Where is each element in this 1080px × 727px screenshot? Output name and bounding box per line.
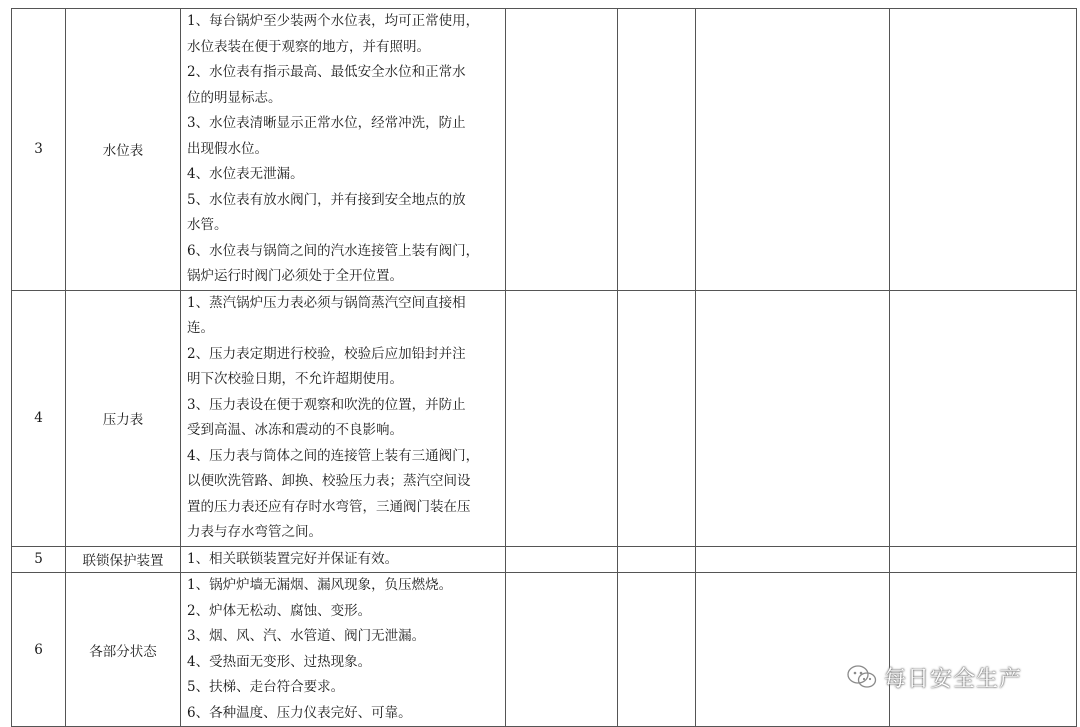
inspection-item: 水位表 (66, 9, 181, 291)
requirement-line: 出现假水位。 (187, 140, 268, 157)
wechat-icon (846, 664, 878, 690)
empty-cell (696, 546, 890, 573)
empty-cell (696, 573, 890, 727)
inspection-item: 各部分状态 (66, 573, 181, 727)
requirement-line: 4、水位表无泄漏。 (187, 166, 304, 182)
inspection-item: 压力表 (66, 290, 181, 546)
requirement-line: 力表与存水弯管之间。 (187, 524, 322, 540)
requirement-line: 1、相关联锁装置完好并保证有效。 (187, 550, 399, 567)
empty-cell (618, 290, 696, 546)
empty-cell (696, 290, 890, 546)
empty-cell (506, 290, 618, 546)
requirement-line: 2、水位表有指示最高、最低安全水位和正常水 (187, 64, 466, 80)
table-row (12, 9, 1077, 291)
requirement-line: 水管。 (187, 217, 228, 233)
table-row (12, 290, 1077, 546)
requirement-line: 2、压力表定期进行校验，校验后应加铅封并注 (187, 345, 466, 362)
requirement-line: 4、受热面无变形、过热现象。 (187, 653, 372, 670)
requirements-cell (181, 290, 506, 546)
requirement-line: 5、扶梯、走台符合要求。 (187, 679, 345, 695)
table-row (12, 573, 1077, 727)
requirement-line: 以便吹洗管路、卸换、校验压力表；蒸汽空间设 (187, 473, 471, 489)
row-number: 5 (12, 546, 66, 573)
requirement-line: 2、炉体无松动、腐蚀、变形。 (187, 602, 372, 619)
requirement-line: 3、压力表设在便于观察和吹洗的位置，并防止 (187, 396, 466, 413)
requirement-line: 6、水位表与锅筒之间的汽水连接管上装有阀门， (187, 242, 480, 259)
empty-cell (890, 546, 1077, 573)
row-number: 6 (12, 573, 66, 727)
empty-cell (696, 9, 890, 291)
empty-cell (890, 9, 1077, 291)
empty-cell (890, 290, 1077, 546)
requirement-line: 5、水位表有放水阀门，并有接到安全地点的放 (187, 191, 466, 208)
requirements-cell (181, 546, 506, 573)
empty-cell (890, 573, 1077, 727)
requirements-cell (181, 9, 506, 291)
requirement-line: 1、蒸汽锅炉压力表必须与锅筒蒸汽空间直接相 (187, 294, 466, 311)
empty-cell (506, 9, 618, 291)
requirement-line: 连。 (187, 320, 214, 336)
requirement-line: 受到高温、冰冻和震动的不良影响。 (187, 422, 403, 438)
requirement-line: 明下次校验日期，不允许超期使用。 (187, 371, 403, 387)
inspection-item: 联锁保护装置 (66, 546, 181, 573)
requirement-line: 1、每台锅炉至少装两个水位表，均可正常使用， (187, 13, 480, 29)
empty-cell (618, 9, 696, 291)
requirement-line: 水位表装在便于观察的地方，并有照明。 (187, 38, 430, 55)
row-number: 4 (12, 290, 66, 546)
requirement-line: 位的明显标志。 (187, 89, 282, 106)
watermark (846, 662, 1022, 692)
requirement-line: 3、水位表清晰显示正常水位，经常冲洗，防止 (187, 115, 466, 131)
empty-cell (506, 546, 618, 573)
watermark-text: 每日安全生产 (884, 666, 1023, 692)
requirement-line: 置的压力表还应有存时水弯管，三通阀门装在压 (187, 498, 471, 515)
empty-cell (618, 546, 696, 573)
requirement-line: 1、锅炉炉墙无漏烟、漏风现象，负压燃烧。 (187, 577, 453, 593)
requirement-line: 3、烟、风、汽、水管道、阀门无泄漏。 (187, 628, 426, 644)
row-number: 3 (12, 9, 66, 291)
inspection-checklist-table (11, 8, 1077, 727)
checklist-body (12, 9, 1077, 727)
requirements-cell (181, 573, 506, 727)
requirement-line: 4、压力表与筒体之间的连接管上装有三通阀门， (187, 447, 480, 464)
requirement-line: 锅炉运行时阀门必须处于全开位置。 (187, 268, 403, 284)
empty-cell (506, 573, 618, 727)
table-row (12, 546, 1077, 573)
empty-cell (618, 573, 696, 727)
requirement-line: 6、各种温度、压力仪表完好、可靠。 (187, 704, 412, 721)
